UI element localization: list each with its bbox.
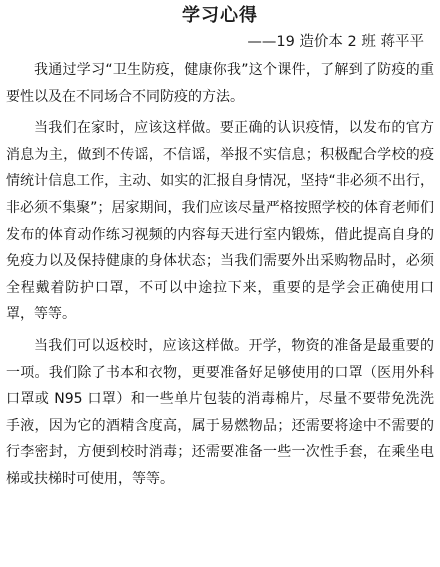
paragraph-back-to-school: 当我们可以返校时，应该这样做。开学，物资的准备是最重要的一项。我们除了书本和衣物，更要准备好足够使用的口罩（医用外科口罩或 N95 口罩）和一些单片包装的消毒棉片，尽量不要带免洗洗手液，因为它的酒精含度高，属于易燃物品；还需要将途中不需要的行李密封，方便到校时消毒；还需要准备一些一次性手套，在乘坐电梯或扶梯时可使用，等等。 [6, 337, 434, 487]
document-title: 学习心得 [182, 5, 258, 26]
paragraph-at-home: 当我们在家时，应该这样做。要正确的认识疫情，以发布的官方消息为主，做到不传谣，不信谣，举报不实信息；积极配合学校的疫情统计信息工作，主动、如实的汇报自身情况，坚持“非必须不出行，非必须不集聚”；居家期间，我们应该尽量严格按照学校的体育老师们发布的体育动作练习视频的内容每天进行室内锻炼，借此提高自身的免疫力以及保持健康的身体状态；当我们需要外出采购物品时，必须全程戴着防护口罩，不可以中途拉下来，重要的是学会正确使用口罩，等等。 [6, 120, 434, 323]
author-byline: ——19 造价本 2 班 蒋平平 [247, 34, 424, 50]
paragraph-intro: 我通过学习“卫生防疫，健康你我”这个课件，了解到了防疫的重要性以及在不同场合不同防疫的方法。 [6, 62, 434, 105]
